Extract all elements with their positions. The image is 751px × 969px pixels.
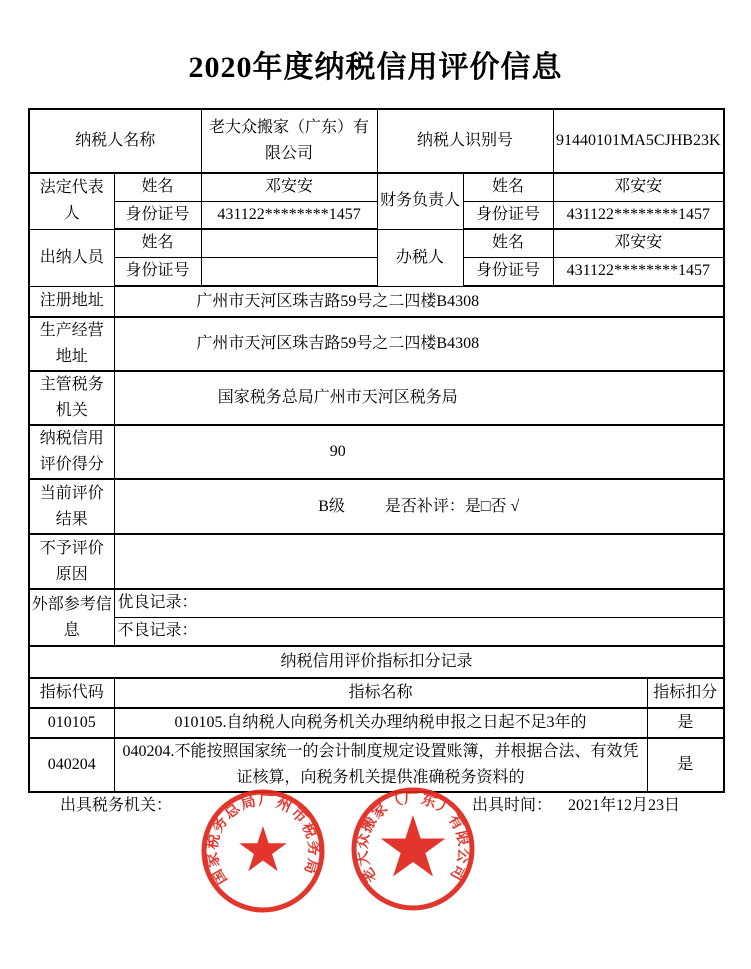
tax-authority-label: 主管税务机关 [29,371,114,425]
business-address-label: 生产经营地址 [29,317,114,371]
issuer-label: 出具税务机关： [60,797,173,814]
credit-score-value: 90 [114,425,724,479]
spacer [552,792,568,815]
star-icon [381,815,446,877]
authority-stamp-text: 国家税务总局广州市税务局 [204,792,322,888]
col-header-indicator-code: 指标代码 [29,678,114,708]
issue-time [472,792,680,815]
finance-id-value: 431122********1457 [553,201,724,229]
finance-name-label: 姓名 [463,173,553,201]
credit-score-label: 纳税信用评价得分 [29,425,114,479]
issue-time-value: 2021年12月23日 [568,797,681,814]
eval-result-supplement: 是否补评：是□否 √ [384,497,520,515]
indicator-name: 010105.自纳税人向税务机关办理纳税申报之日起不足3年的 [114,708,647,738]
indicator-code: 040204 [29,738,114,792]
table-row [29,708,724,738]
taxpayer-name-value: 老大众搬家（广东）有限公司 [201,109,377,173]
agent-id-value: 431122********1457 [553,257,724,286]
taxpayer-id-label: 纳税人识别号 [377,109,553,173]
cashier-name-label: 姓名 [114,229,201,257]
star-icon [239,826,287,871]
agent-id-label: 身份证号 [463,257,553,286]
col-header-indicator-name: 指标名称 [114,678,647,708]
eval-result-label: 当前评价结果 [29,479,114,534]
main-info-table [28,108,725,647]
finance-officer-label: 财务负责人 [377,173,463,229]
tax-authority-value: 国家税务总局广州市天河区税务局 [114,371,724,425]
authority-stamp-icon [188,776,338,926]
cashier-name-value [201,229,377,257]
agent-name-value: 邓安安 [553,229,724,257]
cashier-id-value [201,257,377,286]
legal-rep-id-value: 431122********1457 [201,201,377,229]
eval-result-cell [114,479,724,534]
legal-rep-name-label: 姓名 [114,173,201,201]
good-record-label: 优良记录： [114,589,724,617]
credit-info-document [28,108,723,793]
bad-record-label: 不良记录： [114,617,724,646]
agent-name-label: 姓名 [463,229,553,257]
cashier-label: 出纳人员 [29,229,114,286]
page-title: 2020年度纳税信用评价信息 [188,51,563,84]
finance-id-label: 身份证号 [463,201,553,229]
issue-time-label: 出具时间： [472,797,553,814]
indicator-deduction: 是 [647,738,724,792]
finance-name-value: 邓安安 [553,173,724,201]
tax-agent-label: 办税人 [377,229,463,286]
deduction-table [28,647,725,793]
registered-address-label: 注册地址 [29,286,114,317]
company-stamp-text: 老大众搬家（广东）有限公司 [354,790,472,886]
indicator-deduction: 是 [647,708,724,738]
deduction-section-title: 纳税信用评价指标扣分记录 [29,647,724,678]
eval-result-grade: B级 [318,497,345,515]
indicator-code: 010105 [29,708,114,738]
registered-address-value: 广州市天河区珠吉路59号之二四楼B4308 [114,286,724,317]
company-stamp-icon [338,774,488,924]
taxpayer-name-label: 纳税人名称 [29,109,201,173]
legal-rep-label: 法定代表人 [29,173,114,229]
external-ref-label: 外部参考信息 [29,589,114,646]
taxpayer-id-value: 91440101MA5CJHB23K [553,109,724,173]
no-eval-reason-value [114,534,724,589]
legal-rep-id-label: 身份证号 [114,201,201,229]
col-header-indicator-deduction: 指标扣分 [647,678,724,708]
no-eval-reason-label: 不予评价原因 [29,534,114,589]
legal-rep-name-value: 邓安安 [201,173,377,201]
indicator-name: 040204.不能按照国家统一的会计制度规定设置账簿，并根据合法、有效凭证核算，向税务机关提供准确税务资料的 [114,738,647,792]
business-address-value: 广州市天河区珠吉路59号之二四楼B4308 [114,317,724,371]
cashier-id-label: 身份证号 [114,257,201,286]
